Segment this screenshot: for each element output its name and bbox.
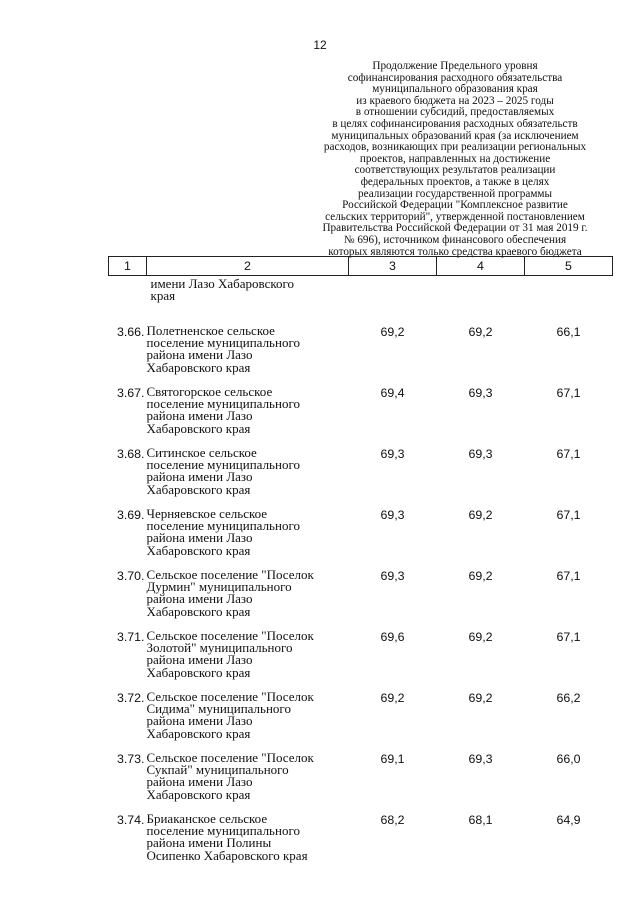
value-2024: 69,2 bbox=[468, 325, 493, 339]
row-number: 3.74. bbox=[116, 813, 145, 827]
name-line: Золотой" муниципального bbox=[146, 640, 293, 656]
name-line: района имени Лазо bbox=[146, 713, 253, 729]
table-row-continuation bbox=[109, 276, 613, 323]
name-line: поселение муниципального bbox=[146, 457, 300, 473]
document-header bbox=[300, 61, 610, 258]
name-line: Сидима" муниципального bbox=[146, 701, 291, 717]
column-header: 5 bbox=[525, 257, 613, 276]
value-2023: 69,3 bbox=[380, 508, 405, 522]
column-header: 1 bbox=[109, 257, 147, 276]
header-line: расходов, возникающих при реализации региональных bbox=[323, 141, 587, 154]
value-2024: 69,2 bbox=[468, 691, 493, 705]
value-2025: 66,0 bbox=[556, 752, 581, 766]
name-line: района имени Лазо bbox=[146, 469, 253, 485]
name-line: района имени Лазо bbox=[146, 591, 253, 607]
name-line: Хабаровского края bbox=[146, 664, 251, 680]
name-cell bbox=[147, 810, 349, 871]
header-line: Российской Федерации "Комплексное развитие bbox=[342, 199, 568, 212]
name-cell bbox=[147, 505, 349, 566]
table-row bbox=[109, 749, 613, 810]
name-line: края bbox=[150, 288, 176, 304]
name-line: района имени Лазо bbox=[146, 774, 253, 790]
name-line: поселение муниципального bbox=[146, 335, 300, 351]
name-line: района имени Лазо bbox=[146, 408, 253, 424]
subsidy-table bbox=[108, 256, 613, 871]
name-line: Сельское поселение "Поселок bbox=[146, 750, 314, 765]
value-2025: 67,1 bbox=[556, 386, 581, 400]
name-line: поселение муниципального bbox=[146, 518, 300, 534]
value-2025: 66,1 bbox=[556, 325, 581, 339]
value-2024: 69,2 bbox=[468, 508, 493, 522]
row-number: 3.70. bbox=[116, 569, 145, 583]
name-line: Полетненское сельское bbox=[146, 323, 275, 338]
name-line: Ситинское сельское bbox=[146, 445, 257, 460]
name-line: Хабаровского края bbox=[146, 542, 251, 558]
name-line: района имени Лазо bbox=[146, 530, 253, 546]
value-2023: 69,3 bbox=[380, 447, 405, 461]
value-2024: 69,2 bbox=[468, 630, 493, 644]
name-line: Хабаровского края bbox=[146, 359, 251, 375]
name-line: Дурмин" муниципального bbox=[146, 579, 292, 595]
name-line: района имени Лазо bbox=[146, 652, 253, 668]
value-2024: 69,3 bbox=[468, 752, 493, 766]
value-2023: 69,2 bbox=[380, 325, 405, 339]
name-cell bbox=[147, 749, 349, 810]
header-line: в целях софинансирования расходных обязательств bbox=[332, 117, 578, 130]
value-2025: 66,2 bbox=[556, 691, 581, 705]
name-cell bbox=[147, 688, 349, 749]
name-line: района имени Лазо bbox=[146, 347, 253, 363]
name-cell bbox=[147, 627, 349, 688]
header-line: федеральных проектов, а также в целях bbox=[360, 175, 550, 188]
header-line: Продолжение Предельного уровня bbox=[372, 60, 538, 72]
value-2023: 68,2 bbox=[380, 813, 405, 827]
name-line: Осипенко Хабаровского края bbox=[146, 847, 308, 863]
name-line: поселение муниципального bbox=[146, 396, 300, 412]
column-header: 3 bbox=[349, 257, 437, 276]
name-line: Святогорское сельское bbox=[146, 384, 273, 399]
name-line: Сельское поселение "Поселок bbox=[146, 689, 314, 704]
value-2025: 64,9 bbox=[556, 813, 581, 827]
value-2025: 67,1 bbox=[556, 630, 581, 644]
page-number: 12 bbox=[313, 38, 327, 52]
value-2025: 67,1 bbox=[556, 447, 581, 461]
header-line: Правительства Российской Федерации от 31 мая 2019 г. bbox=[322, 222, 588, 235]
header-line: муниципальных образований края (за исключением bbox=[331, 129, 579, 142]
value-2023: 69,4 bbox=[380, 386, 405, 400]
header-line: софинансирования расходного обязательства bbox=[347, 71, 563, 84]
table-row bbox=[109, 688, 613, 749]
value-2023: 69,3 bbox=[380, 569, 405, 583]
name-line: Бриаканское сельское bbox=[146, 811, 268, 826]
name-line: Хабаровского края bbox=[146, 603, 251, 619]
name-line: Сельское поселение "Поселок bbox=[146, 567, 314, 582]
header-line: муниципального образования края bbox=[372, 83, 538, 96]
table-row bbox=[109, 322, 613, 383]
value-2023: 69,6 bbox=[380, 630, 405, 644]
table-row bbox=[109, 383, 613, 444]
name-line: Сукпай" муниципального bbox=[146, 762, 289, 778]
name-cell bbox=[147, 276, 349, 323]
value-2024: 69,3 bbox=[468, 447, 493, 461]
row-number: 3.71. bbox=[116, 630, 145, 644]
table-row bbox=[109, 444, 613, 505]
value-2025: 67,1 bbox=[556, 508, 581, 522]
value-2024: 68,1 bbox=[468, 813, 493, 827]
name-line: поселение муниципального bbox=[146, 823, 300, 839]
name-cell bbox=[147, 566, 349, 627]
header-line: реализации государственной программы bbox=[358, 187, 552, 200]
row-number: 3.72. bbox=[116, 691, 145, 705]
name-line: Хабаровского края bbox=[146, 420, 251, 436]
name-cell bbox=[147, 444, 349, 505]
value-2024: 69,3 bbox=[468, 386, 493, 400]
name-line: имени Лазо Хабаровского bbox=[150, 276, 295, 291]
row-number: 3.67. bbox=[116, 386, 145, 400]
name-line: Хабаровского края bbox=[146, 725, 251, 741]
header-line: проектов, направленных на достижение bbox=[359, 152, 551, 165]
name-line: Сельское поселение "Поселок bbox=[146, 628, 314, 643]
table-row bbox=[109, 566, 613, 627]
header-line: из краевого бюджета на 2023 – 2025 годы bbox=[356, 94, 554, 107]
header-line: соответствующих результатов реализации bbox=[354, 164, 556, 177]
value-2023: 69,1 bbox=[380, 752, 405, 766]
name-line: района имени Полины bbox=[146, 835, 272, 851]
column-header: 2 bbox=[147, 257, 349, 276]
table-row bbox=[109, 810, 613, 871]
row-number: 3.73. bbox=[116, 752, 145, 766]
name-line: Хабаровского края bbox=[146, 786, 251, 802]
value-2023: 69,2 bbox=[380, 691, 405, 705]
table-row bbox=[109, 627, 613, 688]
table-header-row bbox=[109, 257, 613, 276]
name-line: Хабаровского края bbox=[146, 481, 251, 497]
name-cell bbox=[147, 383, 349, 444]
table-row bbox=[109, 505, 613, 566]
header-line: № 696), источником финансового обеспечения bbox=[343, 233, 567, 246]
header-line: которых являются только средства краевого бюджета bbox=[328, 245, 582, 258]
row-number: 3.66. bbox=[116, 325, 145, 339]
header-line: сельских территорий", утвержденной постановлением bbox=[325, 210, 585, 223]
row-number: 3.68. bbox=[116, 447, 145, 461]
value-2024: 69,2 bbox=[468, 569, 493, 583]
value-2025: 67,1 bbox=[556, 569, 581, 583]
column-header: 4 bbox=[437, 257, 525, 276]
name-line: Черняевское сельское bbox=[146, 506, 268, 521]
name-cell bbox=[147, 322, 349, 383]
row-number: 3.69. bbox=[116, 508, 145, 522]
header-line: в отношении субсидий, предоставляемых bbox=[355, 106, 555, 119]
